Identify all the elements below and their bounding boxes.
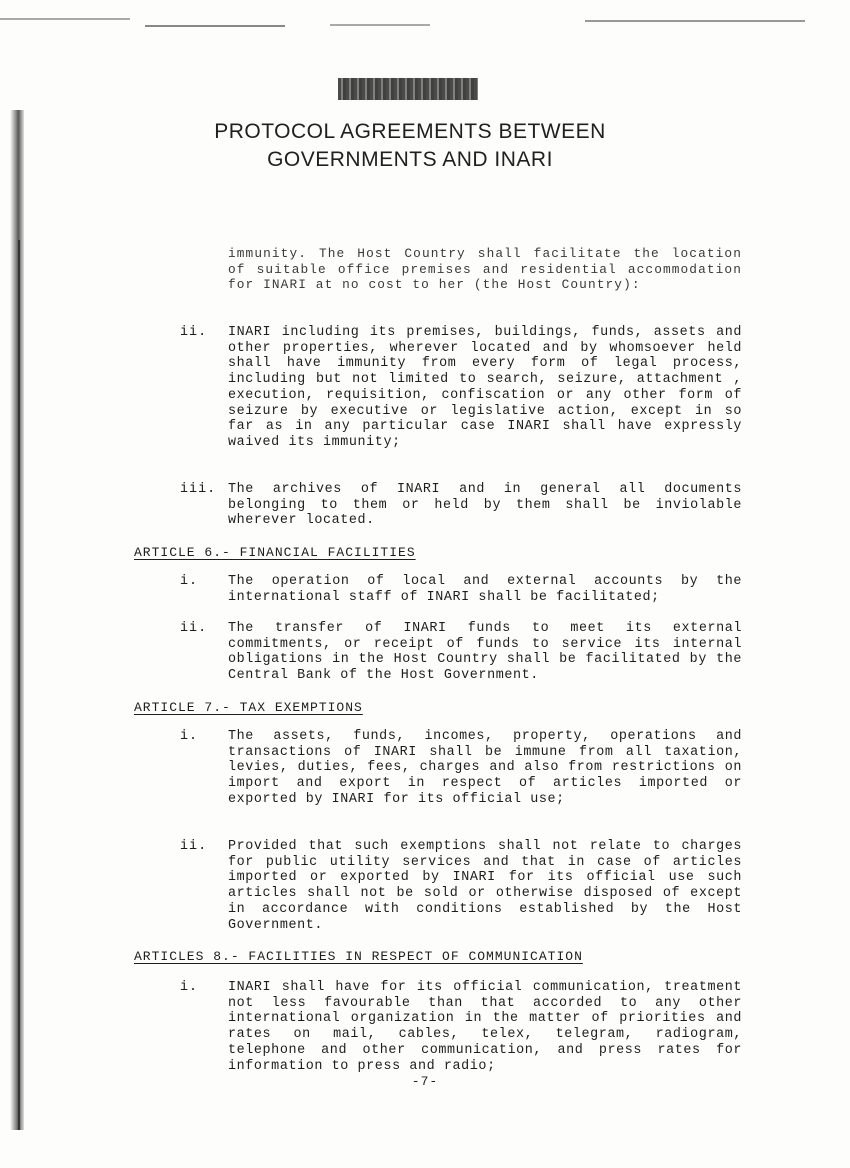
- inari-logo: [338, 78, 478, 100]
- scan-top-rule: [0, 18, 130, 20]
- scan-top-rule: [330, 24, 430, 26]
- article-6-item-ii: The transfer of INARI funds to meet its external commitments, or receipt of funds to service its internal obligations in the Host Country shall be facilitated by the Central Bank of the Host Government.: [228, 621, 742, 684]
- article-6-item-i: The operation of local and external accounts by the international staff of INARI shall be facilitated;: [228, 574, 742, 605]
- scan-binding-edge: [10, 110, 24, 1130]
- item-number: ii.: [180, 839, 208, 854]
- item-number: ii.: [180, 621, 208, 636]
- scan-top-rule: [585, 20, 805, 22]
- article-6-heading: ARTICLE 6.- FINANCIAL FACILITIES: [134, 545, 416, 560]
- scan-top-rule: [145, 25, 285, 27]
- article-7-heading: ARTICLE 7.- TAX EXEMPTIONS: [134, 700, 363, 715]
- scan-binding-line: [18, 240, 20, 1130]
- document-title-line-2: GOVERNMENTS AND INARI: [267, 148, 553, 171]
- item-number: iii.: [180, 482, 217, 497]
- article-8-heading: ARTICLES 8.- FACILITIES IN RESPECT OF COMMUNICATION: [134, 949, 583, 964]
- page-number: -7-: [411, 1074, 439, 1089]
- document-title-line-1: PROTOCOL AGREEMENTS BETWEEN: [214, 120, 606, 143]
- article-8-item-i: INARI shall have for its official communication, treatment not less favourable than that accorded to any other international organization in the matter of priorities and rates on mail, cables, telex, telegram, radiogram, telephone and other communication, and press rates for information to press and radio;: [228, 980, 742, 1074]
- article-5-item-ii: INARI including its premises, buildings, funds, assets and other properties, wherever located and by whomsoever held shall have immunity from every form of legal process, including but not limited to search, seizure, attachment , execution, requisition, confiscation or any other form of seizure by executive or legislative action, except in so far as in any particular case INARI shall have expressly waived its immunity;: [228, 325, 742, 450]
- item-number: i.: [180, 574, 199, 589]
- continuation-paragraph: immunity. The Host Country shall facilitate the location of suitable office premises and residential accommodation for INARI at no cost to her (the Host Country):: [228, 246, 742, 293]
- item-number: i.: [180, 980, 199, 995]
- item-number: i.: [180, 729, 199, 744]
- article-5-item-iii: The archives of INARI and in general all documents belonging to them or held by them shall be inviolable wherever located.: [228, 482, 742, 529]
- article-7-item-i: The assets, funds, incomes, property, operations and transactions of INARI shall be immune from all taxation, levies, duties, fees, charges and also from restrictions on import and export in respect of articles imported or exported by INARI for its official use;: [228, 729, 742, 807]
- item-number: ii.: [180, 325, 208, 340]
- article-7-item-ii: Provided that such exemptions shall not relate to charges for public utility services and that in case of articles imported or exported by INARI for its official use such articles shall not be sold or otherwise disposed of except in accordance with conditions established by the Host Government.: [228, 839, 742, 933]
